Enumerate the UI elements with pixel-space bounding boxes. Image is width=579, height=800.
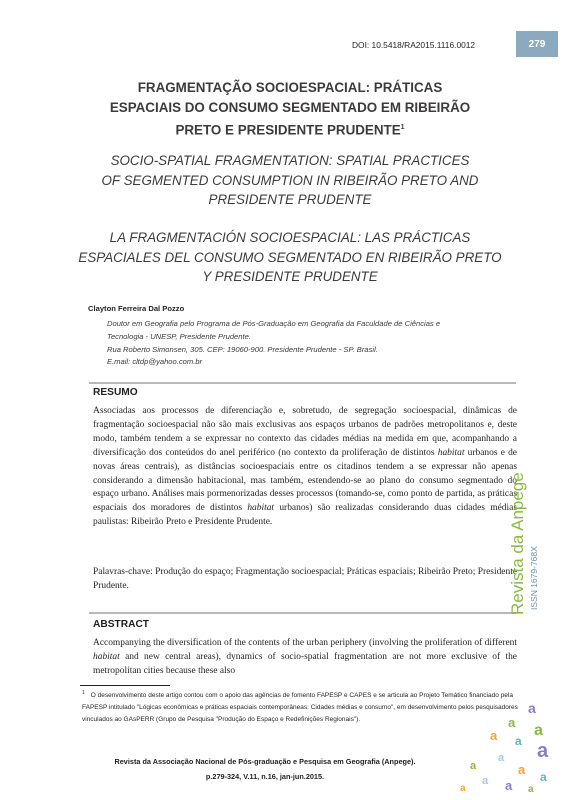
affiliation-line-2: Tecnologia - UNESP, Presidente Prudente.: [107, 331, 251, 341]
title-pt-line-3-text: PRETO E PRESIDENTE PRUDENTE: [175, 122, 401, 138]
abstract-rule: [89, 612, 516, 614]
deco-letter-a: a: [528, 784, 534, 795]
title-es-line-2: ESPACIALES DEL CONSUMO SEGMENTADO EN RIBEIRÃO PRETO: [78, 249, 502, 265]
deco-letter-a: a: [505, 778, 513, 793]
abstract-body: [93, 637, 517, 679]
deco-letter-a: a: [490, 728, 498, 743]
title-en-line-2: OF SEGMENTED CONSUMPTION IN RIBEIRÃO PRETO AND: [101, 172, 479, 188]
deco-letter-a: a: [518, 762, 526, 777]
footer-journal-name: Revista da Associação Nacional de Pós-graduação e Pesquisa em Geografia (Anpege).: [114, 757, 416, 766]
footnote-mark: 1: [82, 690, 85, 696]
title-pt-line-3: [60, 118, 520, 140]
footnote-text: O desenvolvimento deste artigo contou com o apoio das agências de fomento FAPESP e CAPES e se articula ao Projeto Temático financiado pela FAPESP intitulado "Lógicas econômicas e práticas espaciais contemporâneas: Cidades médias e consumo", em desenvolvimento pelos pesquisadores vinculados ao GAsPERR (Grupo de Pesquisa "Produção do Espaço e Redefinições Regionais").: [82, 692, 518, 723]
resumo-habitat-2: habitat: [247, 503, 275, 514]
resumo-text-1: Associadas aos processos de diferenciação e, sobretudo, de segregação socioespacial, dinâmicas de fragmentação socioespacial não são mais exclusivas aos espaços urbanos de padrões metropolitanos e, deste modo, também tendem a se expressar no contexto das cidades médias na medida em que, acompanhando a diversificação dos conteúdos do anel periférico (no contexto da proliferação de distintos: [93, 406, 517, 458]
deco-letter-a: a: [460, 783, 466, 794]
deco-letter-a: a: [534, 722, 543, 739]
deco-letter-a: a: [528, 700, 536, 716]
title-es-line-1: LA FRAGMENTACIÓN SOCIOESPACIAL: LAS PRÁCTICAS: [109, 230, 471, 245]
title-spanish: [60, 228, 520, 287]
doi-text: DOI: 10.5418/RA2015.1116.0012: [352, 40, 476, 50]
author-email[interactable]: E.mail: cltdp@yahoo.com.br: [107, 357, 203, 367]
resumo-heading: RESUMO: [93, 387, 138, 398]
title-portuguese: [60, 78, 520, 140]
footnote-rule: [80, 685, 170, 686]
resumo-habitat-1: habitat: [437, 447, 465, 458]
author-name: Clayton Ferreira Dal Pozzo: [88, 304, 185, 313]
resumo-text-3: urbanos) são realizadas considerando duas cidades médias paulistas: Ribeirão Preto e Presidente Prudente.: [93, 503, 517, 528]
title-en-line-1: SOCIO-SPATIAL FRAGMENTATION: SPATIAL PRACTICES: [110, 153, 470, 168]
title-es-line-3: Y PRESIDENTE PRUDENTE: [202, 269, 378, 284]
deco-letter-a: a: [540, 770, 547, 784]
resumo-rule: [89, 382, 516, 384]
resumo-text-2: urbanos e de novas áreas centrais), as distâncias socioespaciais entre os citadinos tendem a se expressar não apenas considerando a dimensão habitacional, mas também, estendendo-se ao plano do consumo segmentado do espaço urbano. Análises mais pormenorizadas desses processos (tomando-se, como ponto de partida, as práticas espaciais dos moradores de distintos: [93, 447, 517, 514]
title-en-line-3: PRESIDENTE PRUDENTE: [208, 192, 372, 207]
deco-letter-a: a: [537, 740, 549, 762]
title-pt-line-1: FRAGMENTAÇÃO SOCIOESPACIAL: PRÁTICAS: [137, 80, 443, 95]
journal-issn: ISSN 1679-768X: [529, 546, 539, 610]
abstract-text-1: Accompanying the diversification of the contents of the urban periphery (involving the proliferation of different: [93, 638, 517, 648]
resumo-keywords: Palavras-chave: Produção do espaço; Fragmentação socioespacial; Práticas espaciais; Ribeirão Preto; Presidente Prudente.: [93, 567, 518, 591]
deco-letter-a: a: [508, 715, 516, 730]
deco-letter-a: a: [498, 752, 505, 764]
deco-letter-a: a: [515, 734, 522, 748]
deco-letter-a: a: [470, 760, 477, 772]
title-footnote-mark[interactable]: 1: [400, 124, 405, 131]
journal-brand-name: Revista da Anpege: [508, 472, 527, 615]
journal-footer: [90, 754, 440, 784]
footer-citation: p.279-324, V.11, n.16, jan-jun.2015.: [205, 772, 325, 782]
title-english: [60, 151, 520, 210]
author-affiliation: [107, 318, 507, 369]
deco-letter-a: a: [482, 775, 489, 787]
title-pt-line-2: ESPACIAIS DO CONSUMO SEGMENTADO EM RIBEIRÃO: [109, 100, 471, 115]
abstract-text-2: and new central areas), dynamics of socio-spatial fragmentation are not more exclusive of the metropolitan cities because these also: [93, 651, 517, 676]
affiliation-address: Rua Roberto Simonsen, 305. CEP: 19060-900. Presidente Prudente - SP. Brasil.: [107, 344, 378, 354]
affiliation-line-1: Doutor em Geografia pelo Programa de Pós-Graduação em Geografia da Faculdade de Ciências e: [107, 319, 441, 328]
footnote: [82, 688, 522, 726]
abstract-heading: ABSTRACT: [93, 619, 150, 630]
abstract-habitat: habitat: [93, 651, 120, 662]
page-number-tab: 279: [516, 31, 558, 57]
resumo-body: [93, 405, 517, 530]
